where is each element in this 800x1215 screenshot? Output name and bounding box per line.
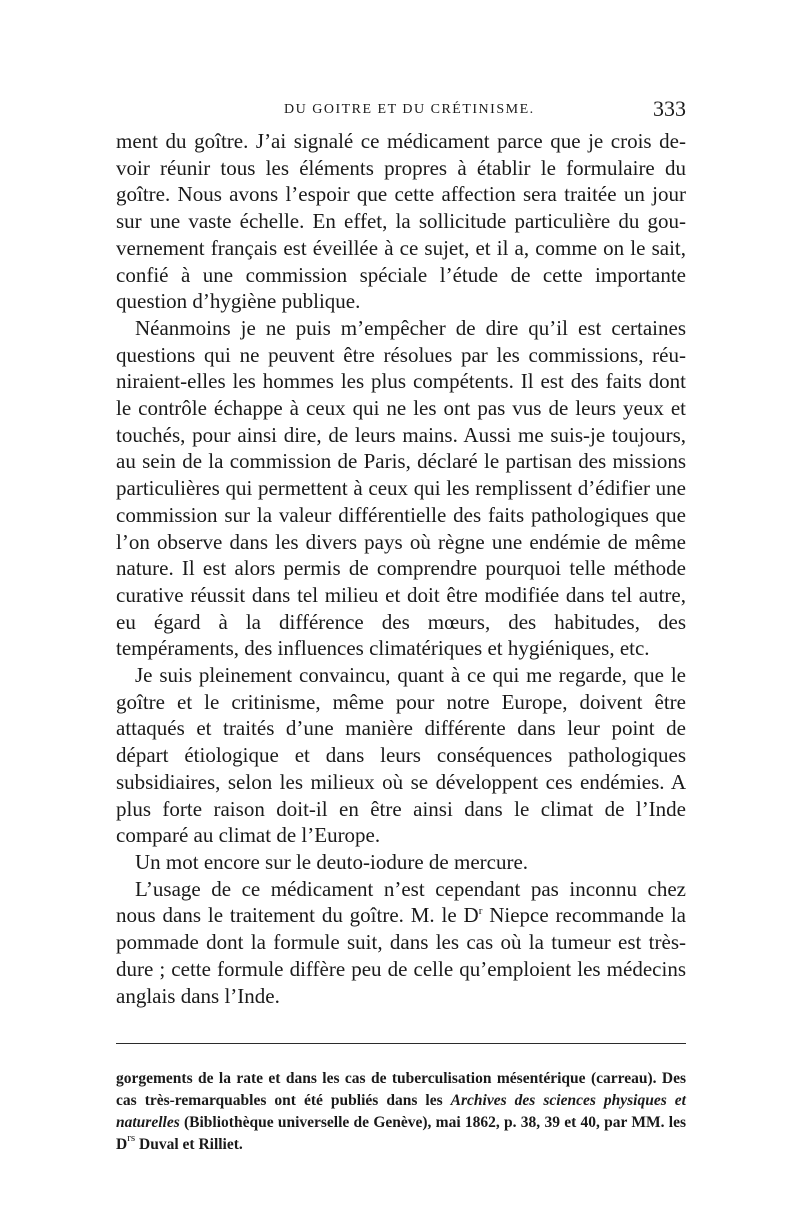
footnote-part-3: Duval et Rilliet. (135, 1136, 243, 1153)
paragraph-5-text-a: L’usage de ce médicament n’est cependant pas inconnu chez nous dans le traitement du goître. M. le D (116, 876, 686, 928)
footnote (116, 1068, 686, 1156)
footnote-doctors-sup: rs (127, 1132, 136, 1144)
paragraph-5 (116, 876, 686, 1010)
body-text (116, 128, 686, 1009)
footnote-text (116, 1068, 686, 1156)
paragraph-5-text-b: Niepce recommande la pommade dont la formule suit, dans les cas où la tumeur est très-dure ; cette formule diffère peu de celle qu’emploient les médecins anglais dans l’Inde. (116, 903, 686, 1008)
running-title: DU GOITRE ET DU CRÉTINISME. (284, 102, 535, 117)
paragraph-3: Je suis pleinement convaincu, quant à ce qui me regarde, que le goître et le critinisme, même pour notre Europe, doivent être attaqués et traités d’une manière différente dans leur point de départ étiologique et dans leurs conséquences pathologiques subsidiaires, selon les milieux où se développent ces endémies. A plus forte raison doit-il en être ainsi dans le climat de l’Inde comparé au climat de l’Europe. (116, 663, 686, 848)
paragraph-2: Néanmoins je ne puis m’empêcher de dire qu’il est certaines questions qui ne peuvent être résolues par les commissions, réuniraient-elles les hommes les plus compétents. Il est des faits dont le contrôle échappe à ceux qui ne les ont pas vus de leurs yeux et touchés, pour ainsi dire, de leurs mains. Aussi me suis-je toujours, au sein de la commission de Paris, déclaré le partisan des missions particulières qui permettent à ceux qui les remplissent d’édifier une commission sur la valeur différentielle des faits pathologiques que l’on observe dans les divers pays où règne une endémie de même nature. Il est alors permis de comprendre pourquoi telle méthode curative réussit dans tel milieu et doit être modifiée dans tel autre, eu égard à la différence des mœurs, des habitudes, des tempéraments, des influences climatériques et hygiéniques, etc. (116, 315, 686, 661)
footnote-journal-title: Archives des sciences physiques et naturelles (116, 1092, 686, 1131)
doctor-abbrev-sup: r (478, 905, 483, 918)
footnote-rule (116, 1043, 686, 1044)
page-number: 333 (653, 96, 686, 121)
footnote-part-1: gorgements de la rate et dans les cas de tuberculisation mésentérique (carreau). Des cas très-remarquables ont été publiés dans les (116, 1070, 686, 1109)
footnote-part-2: (Bibliothèque universelle de Genève), mai 1862, p. 38, 39 et 40, par MM. les D (116, 1114, 686, 1153)
paragraph-1: ment du goître. J’ai signalé ce médicament parce que je crois devoir réunir tous les éléments propres à établir le formulaire du goître. Nous avons l’espoir que cette affection sera traitée un jour sur une vaste échelle. En effet, la sollicitude particulière du gouvernement français est éveillée à ce sujet, et il a, comme on le sait, confié à une commission spéciale l’étude de cette importante question d’hygiène publique. (116, 129, 686, 314)
page-header (116, 96, 686, 126)
paragraph-4: Un mot encore sur le deuto-iodure de mercure. (135, 849, 529, 874)
